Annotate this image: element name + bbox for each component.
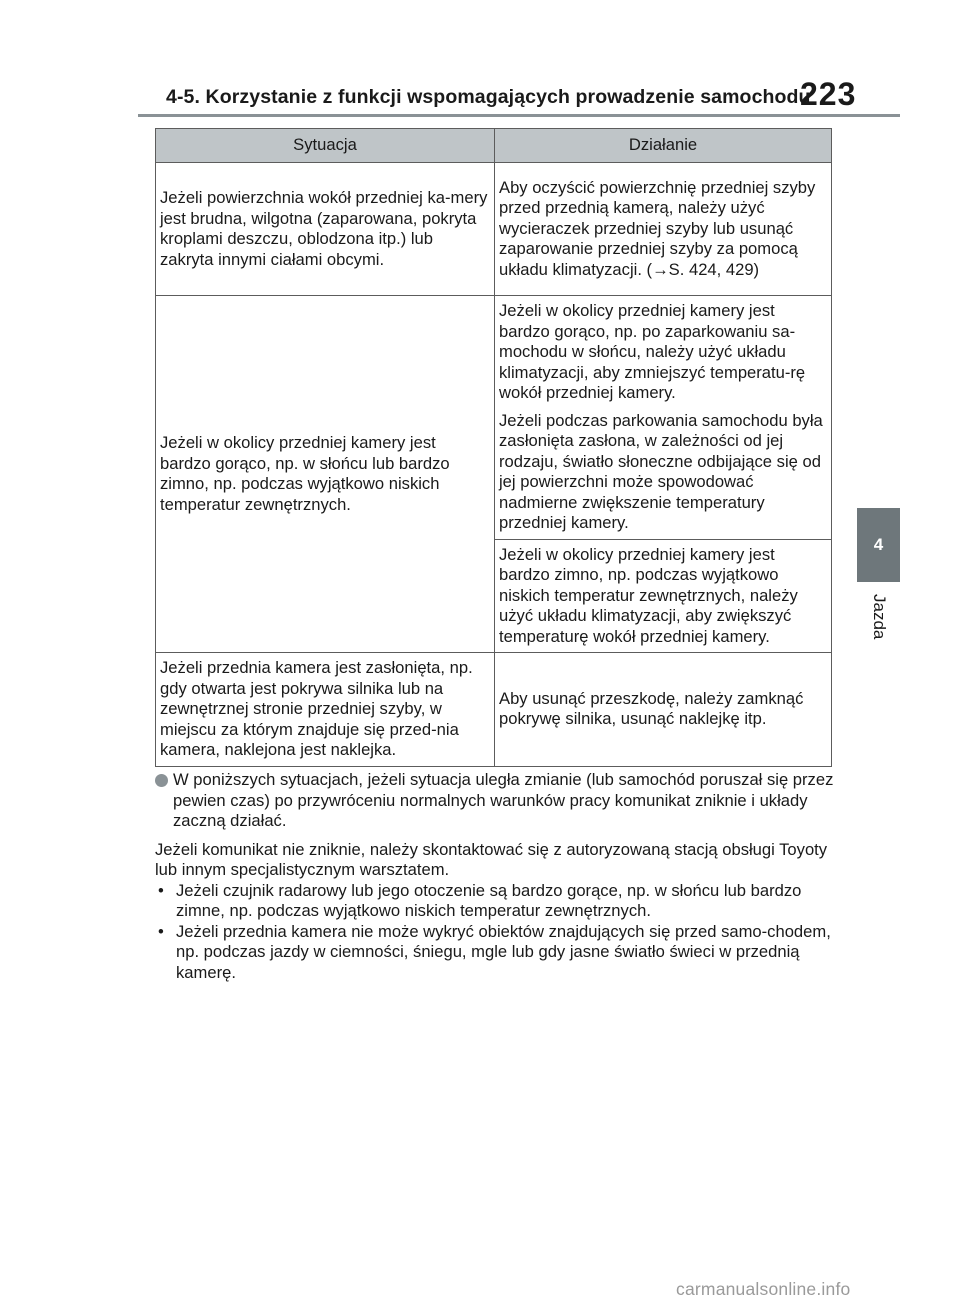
table-row (156, 163, 832, 296)
action-cell (495, 539, 832, 653)
note-text: W poniższych sytuacjach, jeżeli sytuacja uległa zmianie (lub samochód poruszał się przez pewien czas) po przywróceniu normalnych warunków pracy komunikat zniknie i układy zaczną działać. (173, 770, 834, 830)
column-header-situation: Sytuacja (156, 129, 495, 163)
situation-cell: Jeżeli powierzchnia wokół przedniej ka-mery jest brudna, wilgotna (zaparowana, pokryta kroplami deszczu, oblodzona itp.) lub zakryta innymi ciałami obcymi. (156, 163, 495, 296)
list-item (155, 881, 835, 922)
chapter-label: Jazda (870, 594, 889, 640)
action-text: Aby usunąć przeszkodę, należy zamknąć pokrywę silnika, usunąć naklejkę itp. (499, 688, 804, 729)
bullet-dot-icon: • (158, 880, 164, 900)
table-header-row (156, 129, 832, 163)
action-cell (495, 296, 832, 540)
chapter-tab[interactable] (857, 508, 900, 582)
action-text: Aby oczyścić powierzchnię przedniej szyby przed przednią kamerą, należy użyć wycieraczek przedniej szyby lub usunąć zaparowanie przedniej szyby za pomocą układu klimatyzacji. (→S. 424, 429) (499, 177, 816, 279)
header-rule (138, 114, 900, 117)
watermark: carmanualsonline.info (676, 1279, 851, 1299)
column-header-action: Działanie (495, 129, 832, 163)
section-title: 4-5. Korzystanie z funkcji wspomagających prowadzenie samochodu (166, 86, 811, 108)
list-item-text: Jeżeli czujnik radarowy lub jego otoczenie są bardzo gorące, np. w słońcu lub bardzo zimne, np. podczas wyjątkowo niskich temperatur zewnętrznych. (176, 880, 802, 920)
action-text: Jeżeli w okolicy przedniej kamery jest bardzo zimno, np. podczas wyjątkowo niskich temperatur zewnętrznych, należy użyć układu klimatyzacji, aby zwiększyć temperaturę wokół przedniej kamery. (499, 544, 798, 646)
action-text: Jeżeli w okolicy przedniej kamery jest bardzo gorąco, np. po zaparkowaniu sa-mochodu w słońcu, należy użyć układu klimatyzacji, aby zmniejszyć temperatu-rę wokół przedniej kamery. (499, 301, 806, 402)
bullet-dot-icon: • (158, 921, 164, 941)
list-item (155, 922, 835, 984)
body-text (155, 770, 835, 983)
note-item (155, 770, 835, 832)
situation-cell: Jeżeli przednia kamera jest zasłonięta, np. gdy otwarta jest pokrywa silnika lub na zewnętrznej stronie przedniej szyby, w miejscu za którym znajduje się przed-nia kamera, naklejona jest naklejka. (156, 653, 495, 767)
body-paragraph: Jeżeli komunikat nie zniknie, należy skontaktować się z autoryzowaną stacją obsługi Toyoty lub innym specjalistycznym warsztatem. (155, 839, 828, 879)
table-row (156, 653, 832, 767)
chapter-number: 4 (873, 535, 884, 554)
action-cell (495, 163, 832, 296)
table-row (156, 296, 832, 540)
situation-cell: Jeżeli w okolicy przedniej kamery jest bardzo gorąco, np. w słońcu lub bardzo zimno, np. podczas wyjątkowo niskich temperatur zewnętrznych. (156, 296, 495, 653)
page-number: 223 (800, 76, 857, 112)
action-text: Jeżeli podczas parkowania samochodu była zasłonięta zasłona, w zależności od jej rodzaju, światło słoneczne odbijające się od jej powierzchni może spowodować nadmierne zwiększenie temperatury przedniej kamery. (499, 410, 823, 532)
circle-bullet-icon (155, 774, 168, 787)
list-item-text: Jeżeli przednia kamera nie może wykryć obiektów znajdujących się przed samo-chodem, np. podczas jazdy w ciemności, śniegu, mgle lub gdy jasne światło świeci w przednią kamerę. (176, 921, 831, 982)
action-cell (495, 653, 832, 767)
situation-action-table (155, 128, 832, 767)
